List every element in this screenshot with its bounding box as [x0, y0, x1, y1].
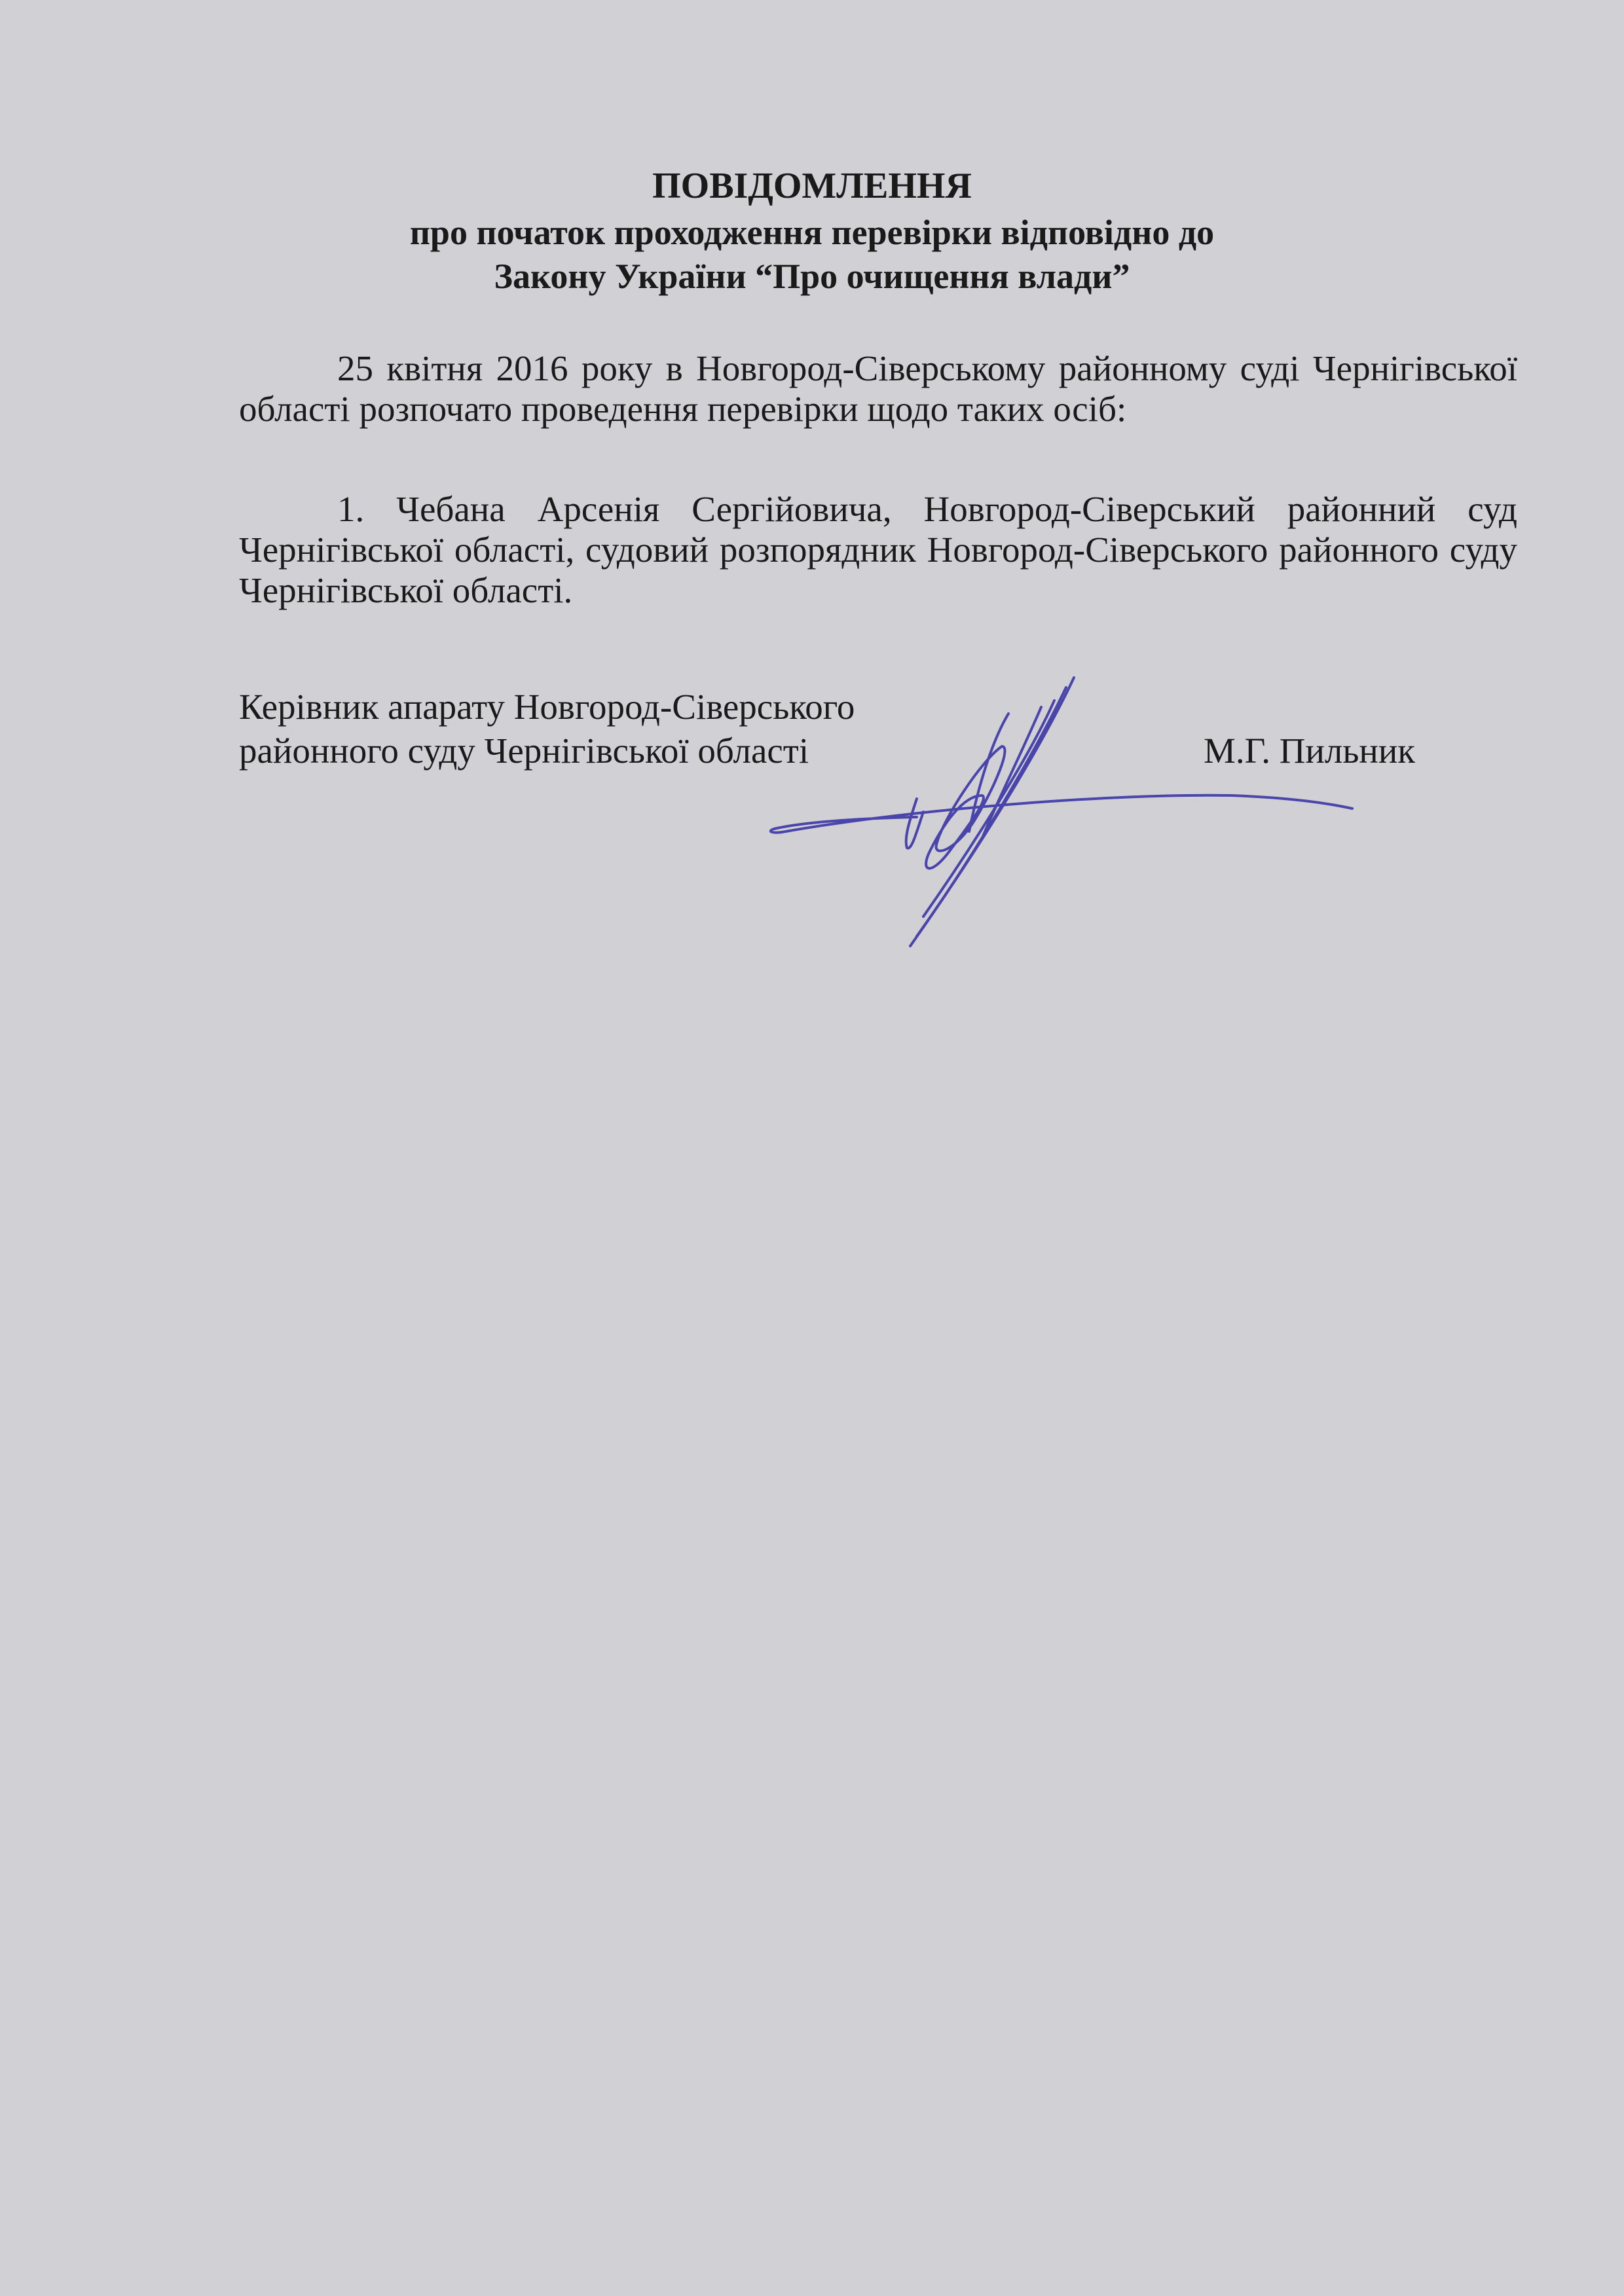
document-title: ПОВІДОМЛЕННЯ: [652, 166, 972, 206]
signatory-name: М.Г. Пильник: [1204, 731, 1416, 771]
handwritten-signature: [0, 0, 1624, 982]
document-subtitle-line1: про початок проходження перевірки відповідно до: [409, 213, 1215, 252]
signatory-position-line2: районного суду Чернігівської області: [239, 731, 809, 771]
document-subtitle-line2: Закону України “Про очищення влади”: [494, 257, 1130, 296]
paragraph-intro: 25 квітня 2016 року в Новгород-Сіверському районному суді Чернігівської області розпочато проведення перевірки щодо таких осіб:: [239, 348, 1517, 429]
signatory-position-line1: Керівник апарату Новгород-Сіверського: [239, 687, 855, 727]
paragraph-person-item: 1. Чебана Арсенія Сергійовича, Новгород-Сіверський районний суд Чернігівської області, судовий розпорядник Новгород-Сіверського районного суду Чернігівської області.: [239, 489, 1517, 610]
